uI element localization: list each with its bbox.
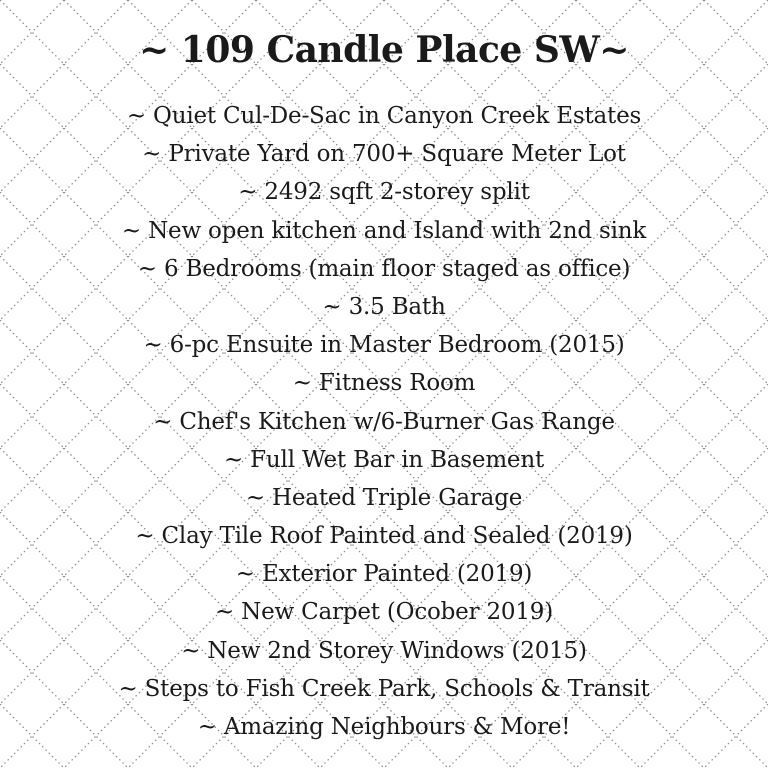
feature-item: ~ Full Wet Bar in Basement bbox=[223, 446, 544, 473]
feature-item: ~ Clay Tile Roof Painted and Sealed (2019) bbox=[135, 523, 633, 550]
feature-item: ~ Heated Triple Garage bbox=[245, 484, 523, 511]
property-title: ~ 109 Candle Place SW~ bbox=[139, 29, 629, 71]
feature-item: ~ Chef's Kitchen w/6-Burner Gas Range bbox=[153, 408, 615, 435]
feature-item: ~ 3.5 Bath bbox=[322, 293, 446, 320]
feature-item: ~ Private Yard on 700+ Square Meter Lot bbox=[142, 141, 626, 168]
feature-item: ~ 2492 sqft 2-storey split bbox=[238, 179, 530, 206]
feature-item: ~ New Carpet (Ocober 2019) bbox=[214, 599, 553, 626]
feature-list bbox=[0, 97, 768, 746]
feature-item: ~ 6-pc Ensuite in Master Bedroom (2015) bbox=[143, 332, 625, 359]
feature-item: ~ New open kitchen and Island with 2nd sink bbox=[121, 217, 647, 244]
feature-item: ~ 6 Bedrooms (main floor staged as office) bbox=[137, 255, 631, 282]
feature-item: ~ Exterior Painted (2019) bbox=[235, 561, 533, 588]
feature-item: ~ Steps to Fish Creek Park, Schools & Transit bbox=[118, 675, 650, 702]
feature-item: ~ Fitness Room bbox=[292, 370, 476, 397]
feature-item: ~ Quiet Cul-De-Sac in Canyon Creek Estates bbox=[126, 103, 642, 129]
feature-item: ~ Amazing Neighbours & More! bbox=[197, 714, 571, 740]
feature-item: ~ New 2nd Storey Windows (2015) bbox=[181, 637, 587, 664]
